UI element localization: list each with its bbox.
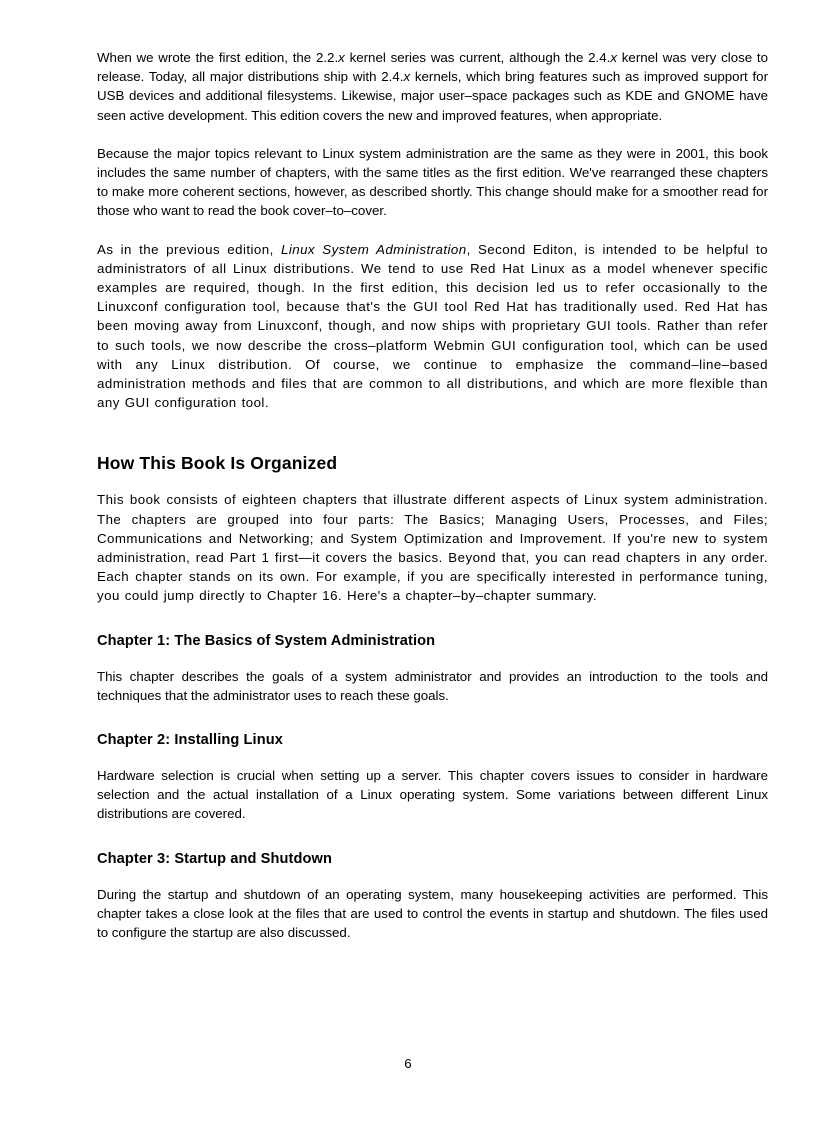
paragraph-1-part-d: kernels, which bring features such as improved support for USB devices and additional filesystems. Likewise, major user–space packages such as KDE and GNOME have seen active development. This edition covers the new and improved features, when appropriate. (97, 69, 768, 123)
section-heading-spacer-top (97, 412, 768, 452)
paragraph-spacer (97, 125, 768, 144)
chapter-3-heading: Chapter 3: Startup and Shutdown (97, 850, 332, 867)
page-title: How This Book Is Organized (97, 453, 338, 474)
chapter-3-body: During the startup and shutdown of an operating system, many housekeeping activities are performed. This chapter takes a close look at the files that are used to control the events in startup and shutdown. The files used to configure the startup are also discussed. (97, 886, 768, 941)
chapter-heading-spacer-top (97, 606, 768, 631)
page-content (97, 48, 768, 942)
chapter-heading-spacer-top (97, 705, 768, 730)
kernel-version-variable-x2: x (610, 50, 617, 65)
book-title-italic: Linux System Administration (280, 241, 467, 257)
paragraph-first-edition (97, 48, 768, 125)
chapter-heading-spacer-bottom (97, 651, 768, 667)
chapter-heading-spacer-bottom (97, 750, 768, 766)
chapter-heading-spacer-bottom (97, 869, 768, 885)
kernel-version-variable-x3: x (403, 69, 411, 85)
chapter-heading-spacer-top (97, 824, 768, 849)
section-heading-spacer-bottom (97, 474, 768, 490)
paragraph-previous-edition (97, 240, 768, 413)
paragraph-1-part-b: kernel series was current, although the 2.4. (344, 50, 611, 65)
paragraph-1-part-a: When we wrote the first edition, the 2.2. (97, 50, 339, 65)
paragraph-major-topics: Because the major topics relevant to Linux system administration are the same as they were in 2001, this book includes the same number of chapters, with the same titles as the first edition. We've rearranged these chapters to make more coherent sections, however, as described shortly. This change should make for a smoother read for those who want to read the book cover–to–cover. (97, 145, 768, 219)
chapter-1-body: This chapter describes the goals of a system administrator and provides an introduction to the tools and techniques that the administrator uses to reach these goals. (97, 668, 768, 703)
paragraph-book-structure: This book consists of eighteen chapters that illustrate different aspects of Linux system administration. The chapters are grouped into four parts: The Basics; Managing Users, Processes, and Files; Communications and Networking; and System Optimization and Improvement. If you're new to system administration, read Part 1 first—it covers the basics. Beyond that, you can read chapters in any order. Each chapter stands on its own. For example, if you are specifically interested in performance tuning, you could jump directly to Chapter 16. Here's a chapter–by–chapter summary. (97, 492, 768, 604)
chapter-2-heading: Chapter 2: Installing Linux (97, 732, 283, 749)
paragraph-3-part-b: , Second Editon, is intended to be helpful to administrators of all Linux distributions. We tend to use Red Hat Linux as a model whenever specific examples are required, though. In the first edition, this decision led us to refer occasionally to the Linuxconf configuration tool, because that's the GUI tool Red Hat has traditionally used. Red Hat has been moving away from Linuxconf, though, and now ships with proprietary GUI tools. Rather than refer to such tools, we now describe the cross–platform Webmin GUI configuration tool, which can be used with any Linux distribution. Of course, we continue to emphasize the command–line–based administration methods and files that are common to all distributions, and which are more flexible than any GUI configuration tool. (97, 241, 769, 411)
paragraph-3-part-a: As in the previous edition, (97, 241, 281, 257)
chapter-1-heading: Chapter 1: The Basics of System Administration (97, 632, 436, 649)
chapter-2-body: Hardware selection is crucial when setting up a server. This chapter covers issues to consider in hardware selection and the actual installation of a Linux operating system. Some variations between different Linux distributions are covered. (97, 768, 768, 822)
paragraph-1-part-c: kernel was very close to release. Today, all major distributions ship with 2.4. (97, 50, 768, 85)
kernel-version-variable-x1: x (338, 50, 345, 65)
page-number: 6 (404, 1056, 412, 1071)
paragraph-spacer (97, 221, 768, 240)
